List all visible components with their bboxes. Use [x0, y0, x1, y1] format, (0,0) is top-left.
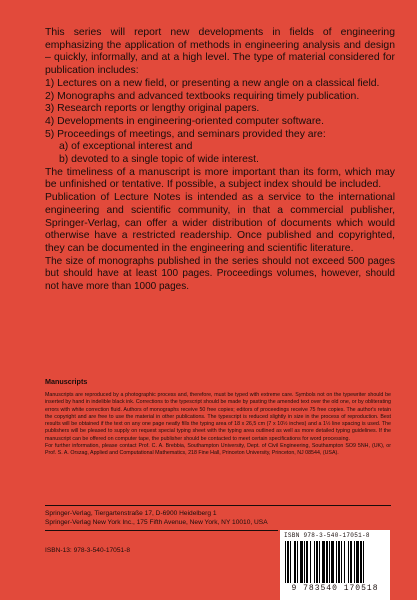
publication-paragraph: Publication of Lecture Notes is intended as a service to the international engineering and scientific community, in that a commercial publisher, Springer-Verlag, can offer a wider distribution of documents which would otherwise have a restricted readership. Once published and copyrighted, they can be documented in the engineering and scientific literature.	[45, 192, 395, 254]
publisher-addresses	[45, 509, 268, 528]
manuscripts-section	[45, 377, 391, 458]
publisher-address-heidelberg: Springer-Verlag, Tiergartenstraße 17, D-6900 Heidelberg 1	[45, 510, 217, 517]
divider-top	[45, 505, 391, 506]
timeliness-paragraph: The timeliness of a manuscript is more important than its form, which may be unfinished or tentative. If possible, a subject index should be included.	[45, 166, 395, 191]
series-description	[45, 27, 395, 294]
barcode-box	[280, 530, 390, 600]
divider-bottom	[45, 530, 278, 531]
sub-list-item: b) devoted to a single topic of wide interest.	[59, 154, 259, 166]
contact-paragraph: For further information, please contact Prof. C. A. Brebbia, Southampton University, Dept. of Civil Engineering, Southampton SO9 5NH, (UK), or Prof. S. A. Orszag, Applied and Computational Mathematics, 218 Fine Hall, Princeton University, Princeton, NJ 08544, (USA).	[45, 443, 391, 457]
list-item: 1) Lectures on a new field, or presenting a new angle on a classical field.	[45, 77, 380, 89]
isbn-label: ISBN-13: 978-3-540-17051-8	[45, 547, 131, 554]
sub-list-item: a) of exceptional interest and	[59, 141, 193, 153]
barcode-isbn-text: ISBN 978-3-540-17051-8	[284, 532, 370, 539]
manuscripts-heading: Manuscripts	[45, 377, 88, 386]
list-item: 3) Research reports or lengthy original papers.	[45, 103, 260, 115]
list-item: 4) Developments in engineering-oriented computer software.	[45, 115, 324, 127]
intro-paragraph: This series will report new developments in fields of engineering emphasizing the application of methods in engineering analysis and design – quickly, informally, and at a high level. The type of material considered for publication includes:	[45, 27, 395, 77]
manuscripts-body: Manuscripts are reproduced by a photographic process and, therefore, must be typed with extreme care. Symbols not on the typewriter should be inserted by hand in indelible black ink. Corrections to the typescript should be made by pasting the amended text over the old one, or by obliterating errors with white correction fluid. Authors of monographs receive 50 free copies; editors of proceedings receive 75 free copies. The author's retain the copyright and are free to use the material in other publications. The typescript is reduced slightly in size in the process of reproduction. Best results will be obtained if the text on any one page neatly fills the typing area of 18 x 26,5 cm (7 x 10½ inches) and a 1½ line spacing is used. The publishers will be pleased to supply on request special typing sheet with the typing area outlined as well as more detailed typing guidelines. If the manuscript can be offered on computer tape, the publisher should be contacted to meet certain specifications for word processing.	[45, 392, 391, 442]
barcode-digits: 9 783540 170518	[291, 584, 379, 593]
size-paragraph: The size of monographs published in the series should not exceed 500 pages but should have at least 100 pages. Proceedings volumes, however, should not have more than 1000 pages.	[45, 255, 395, 293]
publisher-address-new-york: Springer-Verlag New York Inc., 175 Fifth Avenue, New York, NY 10010, USA	[45, 519, 268, 527]
list-item: 5) Proceedings of meetings, and seminars provided they are:	[45, 128, 326, 140]
barcode-icon	[284, 541, 386, 583]
list-item: 2) Monographs and advanced textbooks requiring timely publication.	[45, 90, 360, 102]
